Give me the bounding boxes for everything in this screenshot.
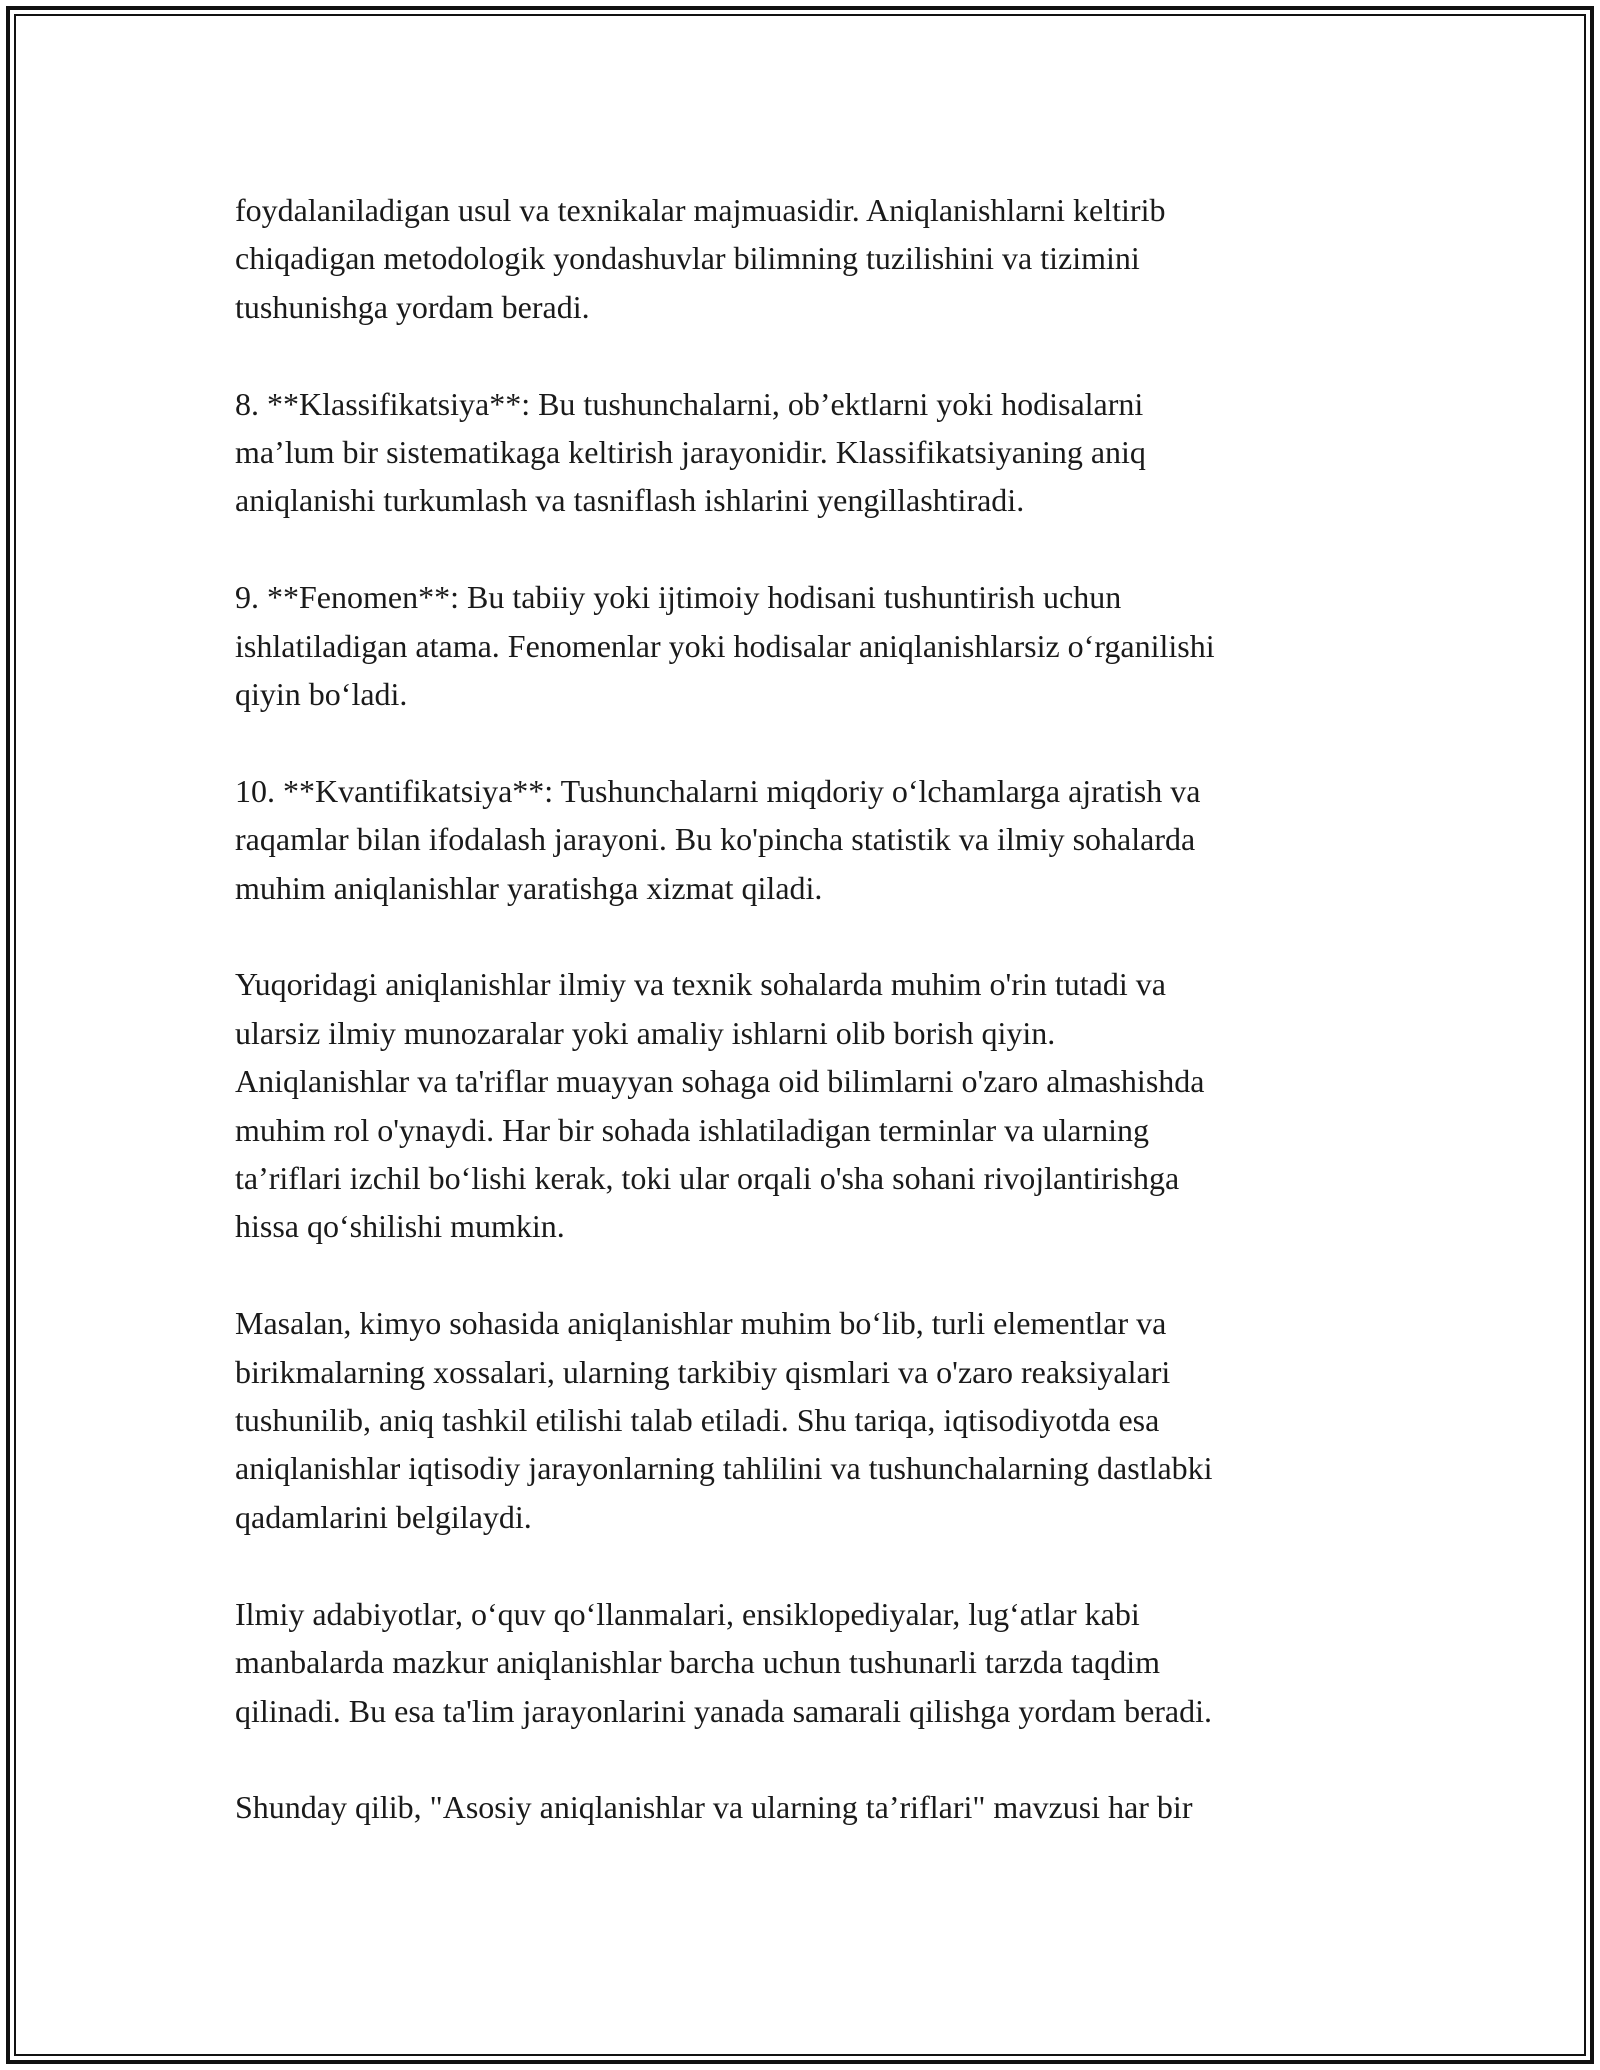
text-line: ma’lum bir sistematikaga keltirish jarayonidir. Klassifikatsiyaning aniq [235, 434, 1146, 471]
text-line: Masalan, kimyo sohasida aniqlanishlar muhim bo‘lib, turli elementlar va [235, 1305, 1167, 1342]
text-line: qiyin bo‘ladi. [235, 676, 408, 713]
text-line: muhim rol o'ynaydi. Har bir sohada ishlatiladigan terminlar va ularning [235, 1111, 1149, 1148]
document-body [235, 186, 1395, 1880]
text-line: birikmalarning xossalari, ularning tarkibiy qismlari va o'zaro reaksiyalari [235, 1353, 1171, 1390]
text-line: Yuqoridagi aniqlanishlar ilmiy va texnik sohalarda muhim o'rin tutadi va [235, 966, 1166, 1003]
text-line: Ilmiy adabiyotlar, o‘quv qo‘llanmalari, ensiklopediyalar, lug‘atlar kabi [235, 1595, 1140, 1632]
text-line: qilinadi. Bu esa ta'lim jarayonlarini yanada samarali qilishga yordam beradi. [235, 1692, 1213, 1729]
text-line: aniqlanishi turkumlash va tasniflash ishlarini yengillashtiradi. [235, 482, 1025, 519]
text-line: foydalaniladigan usul va texnikalar majmuasidir. Aniqlanishlarni keltirib [235, 192, 1166, 228]
text-line: ishlatiladigan atama. Fenomenlar yoki hodisalar aniqlanishlarsiz o‘rganilishi [235, 627, 1215, 664]
text-line: ta’riflari izchil bo‘lishi kerak, toki ular orqali o'sha sohani rivojlantirishga [235, 1160, 1180, 1197]
text-line: Aniqlanishlar va ta'riflar muayyan sohaga oid bilimlarni o'zaro almashishda [235, 1063, 1205, 1100]
text-line: tushunishga yordam beradi. [235, 288, 590, 325]
text-line: muhim aniqlanishlar yaratishga xizmat qiladi. [235, 869, 823, 906]
paragraph-methodology [235, 186, 1395, 331]
text-line: 10. **Kvantifikatsiya**: Tushunchalarni miqdoriy o‘lchamlarga ajratish va [235, 772, 1201, 809]
text-line: tushunilib, aniq tashkil etilishi talab etiladi. Shu tariqa, iqtisodiyotda esa [235, 1402, 1160, 1439]
text-line: chiqadigan metodologik yondashuvlar bilimning tuzilishini va tizimini [235, 240, 1140, 277]
paragraph-item-9-fenomen [235, 573, 1395, 718]
paragraph-summary [235, 960, 1395, 1250]
text-line: 8. **Klassifikatsiya**: Bu tushunchalarni, ob’ektlarni yoki hodisalarni [235, 385, 1144, 422]
paragraph-literature [235, 1590, 1395, 1735]
text-line: qadamlarini belgilaydi. [235, 1498, 532, 1535]
paragraph-example-chemistry [235, 1299, 1395, 1541]
paragraph-item-10-kvantifikatsiya [235, 767, 1395, 912]
text-line: raqamlar bilan ifodalash jarayoni. Bu ko'pincha statistik va ilmiy sohalarda [235, 821, 1196, 858]
paragraph-conclusion [235, 1783, 1395, 1831]
text-line: manbalarda mazkur aniqlanishlar barcha uchun tushunarli tarzda taqdim [235, 1644, 1160, 1681]
text-line: aniqlanishlar iqtisodiy jarayonlarning tahlilini va tushunchalarning dastlabki [235, 1450, 1213, 1487]
text-line: hissa qo‘shilishi mumkin. [235, 1208, 565, 1245]
text-line: ularsiz ilmiy munozaralar yoki amaliy ishlarni olib borish qiyin. [235, 1014, 1056, 1051]
text-line: Shunday qilib, "Asosiy aniqlanishlar va ularning ta’riflari" mavzusi har bir [235, 1789, 1193, 1826]
paragraph-item-8-klassifikatsiya [235, 380, 1395, 525]
text-line: 9. **Fenomen**: Bu tabiiy yoki ijtimoiy hodisani tushuntirish uchun [235, 579, 1122, 616]
